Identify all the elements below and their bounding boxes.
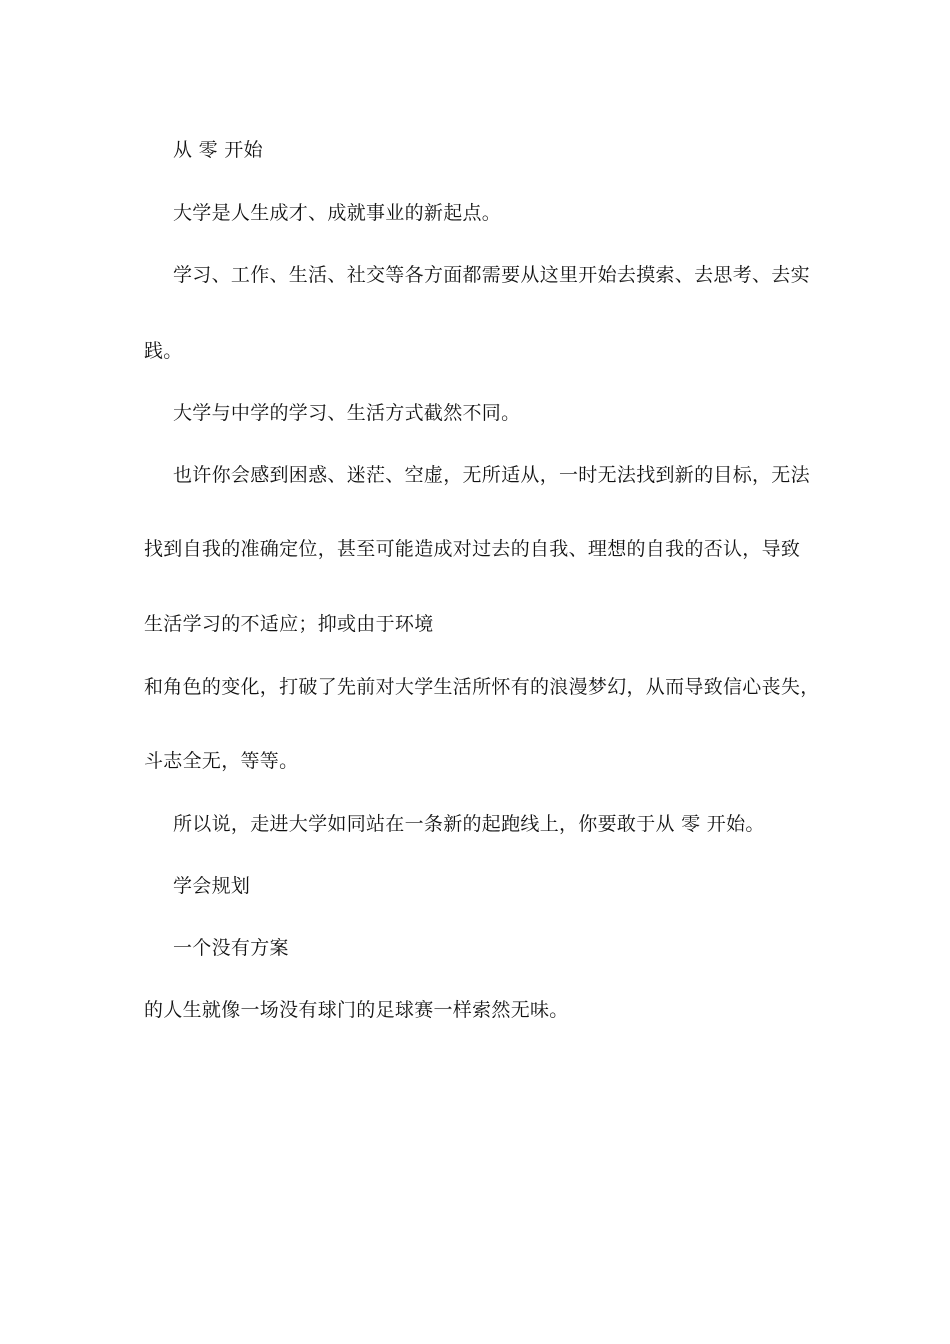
paragraph-line: 生活学习的不适应；抑或由于环境 — [144, 613, 434, 635]
paragraph-line: 大学与中学的学习、生活方式截然不同。 — [173, 402, 521, 424]
paragraph-line: 大学是人生成才、成就事业的新起点。 — [173, 202, 502, 224]
paragraph-line: 找到自我的准确定位，甚至可能造成对过去的自我、理想的自我的否认，导致 — [144, 538, 801, 560]
section-heading-learn-to-plan: 学会规划 — [173, 875, 251, 897]
paragraph-line: 所以说，走进大学如同站在一条新的起跑线上，你要敢于从 零 开始。 — [173, 813, 765, 835]
paragraph-line: 一个没有方案 — [173, 937, 289, 959]
paragraph-line: 和角色的变化，打破了先前对大学生活所怀有的浪漫梦幻，从而导致信心丧失， — [144, 676, 820, 698]
section-heading-start-from-zero: 从 零 开始 — [173, 139, 263, 161]
paragraph-line: 也许你会感到困惑、迷茫、空虚，无所适从，一时无法找到新的目标，无法 — [173, 464, 810, 486]
paragraph-line: 的人生就像一场没有球门的足球赛一样索然无味。 — [144, 999, 569, 1021]
paragraph-line: 学习、工作、生活、社交等各方面都需要从这里开始去摸索、去思考、去实 — [173, 264, 810, 286]
paragraph-line: 践。 — [144, 340, 183, 362]
paragraph-line: 斗志全无，等等。 — [144, 750, 299, 772]
